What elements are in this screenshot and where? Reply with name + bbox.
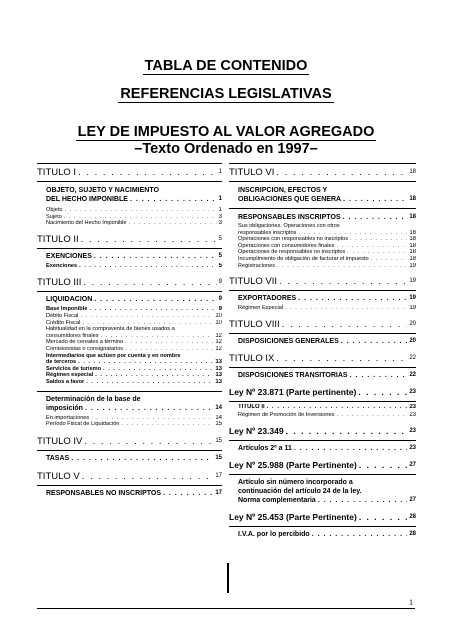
entry-page: 23 [409, 388, 416, 395]
entry-title: RESPONSABLES NO INSCRIPTOS [46, 489, 162, 497]
entry-title: EXPORTADORES [238, 295, 297, 303]
entry-page: 19 [409, 295, 416, 302]
toc-item-importaciones[interactable] [46, 415, 222, 422]
item-page: 10 [215, 319, 222, 326]
item-title: Operaciones con responsables no inscriptos [238, 236, 349, 243]
entry-page: 14 [215, 404, 222, 411]
item-title: Débito Fiscal [46, 312, 79, 319]
item-page: 19 [409, 305, 416, 312]
toc-entry-titulo-iii[interactable] [37, 276, 222, 289]
item-title: Período Fiscal de Liquidación [46, 421, 120, 428]
item-title: Comisionistas o consignatarios [46, 345, 124, 352]
references-title [0, 85, 452, 103]
page-number: 1 [409, 598, 413, 607]
toc-section-responsables-no-inscriptos[interactable] [46, 489, 222, 498]
toc-item-exenciones[interactable] [46, 263, 222, 270]
law-title-text: LEY DE IMPUESTO AL VALOR AGREGADO [77, 124, 375, 140]
item-page: 3 [218, 213, 222, 220]
item-title: Exenciones [46, 262, 78, 269]
toc-left-column [37, 163, 222, 498]
toc-item-regimen-especial[interactable] [46, 372, 222, 379]
item-title: Sujeto [46, 213, 62, 220]
toc-section-base-imposicion[interactable] [46, 395, 222, 413]
entry-page: 15 [215, 454, 222, 461]
entry-title-line2: OBLIGACIONES QUE GENERA [238, 196, 342, 203]
footer-rule [37, 608, 415, 609]
item-title: Crédito Fiscal [46, 319, 81, 326]
item-page: 18 [409, 236, 416, 243]
toc-item-servicios-turismo[interactable] [46, 366, 222, 373]
item-title: Régimen especial [46, 372, 94, 379]
item-page: 9 [218, 306, 222, 313]
law-subtitle [0, 140, 452, 158]
entry-title: TITULO II [37, 233, 79, 245]
entry-title: TITULO IV [37, 435, 83, 447]
item-title: Servicios de turismo [46, 365, 102, 372]
entry-title-line2: DEL HECHO IMPONIBLE [46, 196, 128, 203]
item-page: 18 [409, 249, 416, 256]
item-page: 18 [409, 242, 416, 249]
toc-entry-titulo-viii[interactable] [229, 318, 416, 331]
item-page: 3 [218, 220, 222, 227]
item-page: 23 [409, 412, 416, 419]
toc-section-tasas[interactable] [46, 454, 222, 463]
entry-page: 1 [218, 169, 222, 175]
entry-page: 9 [218, 296, 222, 303]
toc-item-op-consumidores[interactable] [238, 243, 416, 250]
toc-section-articulos-2-11[interactable] [238, 444, 416, 453]
entry-title-line2: imposición [46, 404, 83, 412]
toc-item-objeto[interactable] [46, 207, 222, 214]
toc-item-sus-obligaciones[interactable] [238, 223, 416, 236]
entry-title: TITULO III [37, 277, 82, 289]
entry-title: Ley Nº 23.349 [229, 425, 284, 436]
item-page: 19 [409, 262, 416, 269]
entry-title: I.V.A. por lo percibido [238, 530, 310, 538]
toc-item-debito-fiscal[interactable] [46, 313, 222, 320]
entry-title: Ley Nº 25.453 (Parte Pertinente) [229, 511, 357, 522]
entry-title-line3: Norma complementaria [238, 496, 316, 504]
toc-entry-titulo-ii[interactable] [37, 233, 222, 246]
toc-section-disposiciones-transitorias[interactable] [238, 371, 416, 380]
entry-page: 18 [409, 214, 416, 220]
toc-item-mercado-cereales[interactable] [46, 339, 222, 346]
references-title-text: REFERENCIAS LEGISLATIVAS [120, 86, 332, 102]
item-title: Saldos a favor [46, 378, 85, 385]
entry-page: 22 [409, 354, 416, 361]
toc-item-promocion-inversiones[interactable] [238, 412, 416, 419]
entry-title: TITULO II [238, 403, 265, 410]
entry-title-line1: OBJETO, SUJETO Y NACIMIENTO [46, 187, 159, 194]
entry-title: TITULO VII [229, 276, 278, 288]
entry-page: 23 [409, 403, 416, 410]
item-page: 5 [218, 262, 222, 269]
item-page: 12 [215, 339, 222, 346]
entry-title: TITULO VIII [229, 318, 280, 330]
entry-title: Ley Nº 25.988 (Parte Pertinente) [229, 459, 357, 470]
entry-title: LIQUIDACION [46, 296, 93, 304]
toc-section-exportadores[interactable] [238, 294, 416, 303]
entry-page: 1 [218, 196, 222, 202]
item-title: Operaciones de responsables no inscriptos [238, 249, 346, 256]
item-title-line2: responsables inscriptos [238, 229, 297, 236]
item-title: Incumplimiento de obligación de facturar el impuesto [238, 255, 369, 262]
item-title-line1: Sus obligaciones. Operaciones con otros [238, 223, 340, 229]
toc-entry-titulo-ix[interactable] [229, 352, 416, 365]
item-title-line1: Habitualidad en la compraventa de bienes usados a [46, 326, 175, 333]
item-title: Régimen Especial [238, 305, 284, 312]
item-page: 18 [409, 255, 416, 262]
entry-page: 27 [409, 461, 416, 468]
entry-title: Ley Nº 23.871 (Parte pertinente) [229, 386, 357, 397]
entry-title: TITULO IX [229, 352, 275, 364]
entry-page: 15 [215, 437, 222, 444]
toc-item-op-no-inscriptos[interactable] [238, 236, 416, 243]
entry-page: 18 [409, 169, 416, 175]
item-page: 1 [218, 207, 222, 213]
entry-title: TITULO VI [229, 167, 275, 178]
toc-section-iva-percibido[interactable] [238, 530, 416, 539]
toc-item-saldos-favor[interactable] [46, 379, 222, 386]
item-page: 12 [215, 332, 222, 339]
entry-title-line1: Determinación de la base de [46, 395, 141, 403]
item-page: 18 [409, 229, 416, 236]
item-title: Base Imponible [46, 306, 88, 313]
toc-section-objeto-sujeto[interactable] [46, 186, 222, 204]
entry-title: RESPONSABLES INSCRIPTOS [238, 214, 341, 221]
entry-title: EXENCIONES [46, 252, 92, 260]
toc-item-habitualidad[interactable] [46, 326, 222, 339]
toc-section-responsables-inscriptos[interactable] [238, 213, 416, 222]
toc-item-intermediarios[interactable] [46, 353, 222, 366]
toc-entry-titulo-iv[interactable] [37, 435, 222, 448]
entry-page: 23 [409, 444, 416, 451]
toc-item-op-de-no-inscriptos[interactable] [238, 249, 416, 256]
toc-title [0, 57, 452, 75]
item-page: 15 [215, 421, 222, 428]
item-page: 13 [215, 372, 222, 379]
item-title-line2: consumidores finales [46, 332, 99, 339]
item-page: 13 [215, 378, 222, 385]
toc-item-base-imponible[interactable] [46, 306, 222, 313]
toc-item-credito-fiscal[interactable] [46, 320, 222, 327]
entry-page: 17 [215, 472, 222, 479]
toc-entry-titulo-vi[interactable] [229, 166, 416, 179]
entry-title: DISPOSICIONES GENERALES [238, 337, 339, 345]
toc-section-exenciones[interactable] [46, 252, 222, 261]
toc-item-nacimiento[interactable] [46, 220, 222, 227]
item-title-line1: Intermediarios que actúen por cuenta y en nombre [46, 352, 181, 359]
entry-title: DISPOSICIONES TRANSITORIAS [238, 371, 348, 379]
entry-page: 18 [409, 196, 416, 202]
item-page: 13 [215, 359, 222, 366]
item-title: En importaciones [46, 414, 90, 421]
item-title: Operaciones con consumidores finales [238, 242, 335, 249]
toc-section-liquidacion[interactable] [46, 295, 222, 304]
item-title: Nacimiento del Hecho Imponible [46, 220, 127, 227]
entry-page: 27 [409, 496, 416, 503]
toc-entry-ley-25988[interactable] [229, 459, 416, 472]
entry-page: 28 [409, 513, 416, 520]
entry-page: 9 [218, 279, 222, 286]
item-title-line2: de terceros [46, 359, 77, 366]
entry-page: 22 [409, 371, 416, 378]
toc-item-regimen-especial-export[interactable] [238, 305, 416, 312]
toc-title-text: TABLA DE CONTENIDO [144, 58, 308, 74]
toc-item-periodo-fiscal[interactable] [46, 421, 222, 428]
entry-page: 20 [409, 320, 416, 327]
toc-item-comisionistas[interactable] [46, 346, 222, 353]
entry-page: 28 [409, 530, 416, 537]
entry-page: 23 [409, 427, 416, 434]
toc-right-column [229, 163, 416, 539]
law-title [0, 123, 452, 141]
item-title: Mercado de cereales a término [46, 339, 124, 346]
toc-entry-ley-25453[interactable] [229, 511, 416, 524]
toc-section-inscripcion[interactable] [238, 186, 416, 204]
entry-title: TASAS [46, 454, 70, 462]
toc-entry-titulo-vii[interactable] [229, 275, 416, 288]
toc-section-disposiciones-generales[interactable] [238, 337, 416, 346]
item-title: Registraciones [238, 262, 275, 269]
entry-page: 5 [218, 235, 222, 242]
entry-page: 19 [409, 278, 416, 285]
toc-section-titulo-ii-23871[interactable] [238, 404, 416, 411]
entry-title: Artículos 2º a 11 [238, 444, 292, 452]
item-page: 12 [215, 345, 222, 352]
center-divider-line [227, 563, 229, 593]
entry-title-line1: Artículo sin número incorporado a [238, 478, 353, 486]
toc-section-articulo-sin-numero[interactable] [238, 478, 416, 505]
entry-page: 17 [215, 489, 222, 496]
entry-page: 5 [218, 252, 222, 259]
item-page: 13 [215, 365, 222, 372]
entry-title: TITULO V [37, 470, 80, 482]
toc-entry-ley-23349[interactable] [229, 425, 416, 438]
toc-item-registraciones[interactable] [238, 263, 416, 270]
law-subtitle-text: –Texto Ordenado en 1997– [134, 141, 318, 157]
toc-item-sujeto[interactable] [46, 214, 222, 221]
entry-title-line2: continuación del artículo 24 de la ley. [238, 487, 362, 495]
toc-item-incumplimiento[interactable] [238, 256, 416, 263]
entry-title: TITULO I [37, 167, 77, 178]
item-page: 14 [215, 414, 222, 421]
entry-title-line1: INSCRIPCION, EFECTOS Y [238, 187, 328, 194]
toc-entry-titulo-v[interactable] [37, 470, 222, 483]
item-title: Régimen de Promoción de Inversiones [238, 412, 335, 419]
entry-page: 20 [409, 337, 416, 344]
toc-entry-ley-23871[interactable] [229, 386, 416, 399]
item-title: Objeto [46, 207, 63, 213]
item-page: 10 [215, 312, 222, 319]
toc-entry-titulo-i[interactable] [37, 166, 222, 179]
